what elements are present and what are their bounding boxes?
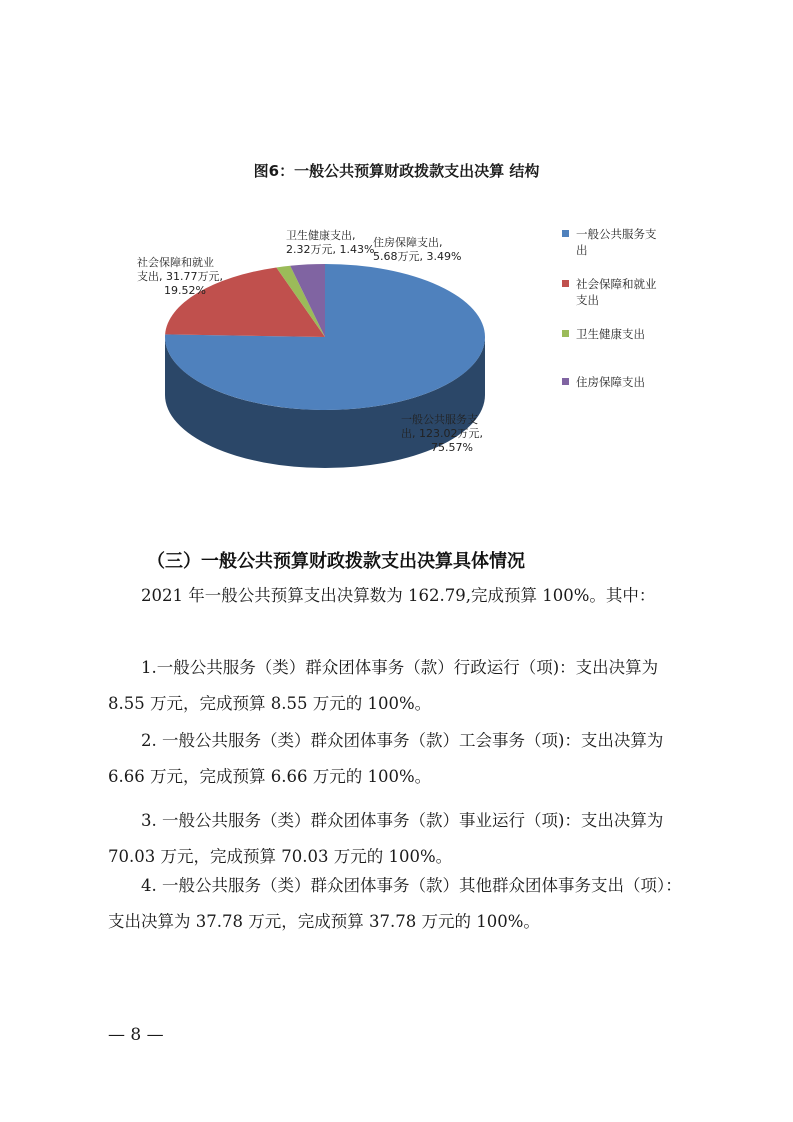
paragraph-intro: 2021 年一般公共预算支出决算数为 162.79,完成预算 100%。其中：: [108, 586, 656, 605]
legend-swatch: [562, 230, 569, 237]
data-label-health: 卫生健康支出, 2.32万元, 1.43%: [286, 229, 375, 256]
legend-item-housing: 住房保障支出: [562, 374, 712, 390]
paragraph-item-2: 2. 一般公共服务（类）群众团体事务（款）工会事务（项)：支出决算为 6.66 万元，完成预算 6.66 万元的 100%。: [108, 731, 664, 786]
legend-item-social-security: 社会保障和就业 支出: [562, 276, 712, 308]
paragraph-item-3: 3. 一般公共服务（类）群众团体事务（款）事业运行（项)：支出决算为 70.03 万元，完成预算 70.03 万元的 100%。: [108, 811, 664, 866]
legend-swatch: [562, 378, 569, 385]
section-title: （三）一般公共预算财政拨款支出决算具体情况: [147, 551, 525, 572]
data-label-housing: 住房保障支出, 5.68万元, 3.49%: [373, 236, 462, 263]
paragraph-item-4: 4. 一般公共服务（类）群众团体事务（款）其他群众团体事务支出（项）：支出决算为 37.78 万元，完成预算 37.78 万元的 100%。: [108, 876, 682, 931]
chart-legend: [562, 226, 712, 390]
legend-swatch: [562, 280, 569, 287]
legend-item-health: 卫生健康支出: [562, 326, 712, 342]
paragraph-item-1: 1.一般公共服务（类）群众团体事务（款）行政运行（项)：支出决算为 8.55 万元，完成预算 8.55 万元的 100%。: [108, 658, 659, 713]
data-label-social-security: 社会保障和就业 支出, 31.77万元, 19.52%: [137, 256, 223, 297]
chart-title: 图6：一般公共预算财政拨款支出决算 结构: [253, 162, 540, 180]
legend-swatch: [562, 330, 569, 337]
data-label-public-services: 一般公共服务支 出, 123.02万元, 75.57%: [401, 413, 483, 454]
legend-item-public-services: 一般公共服务支 出: [562, 226, 712, 258]
page-number: — 8 —: [108, 1025, 164, 1045]
